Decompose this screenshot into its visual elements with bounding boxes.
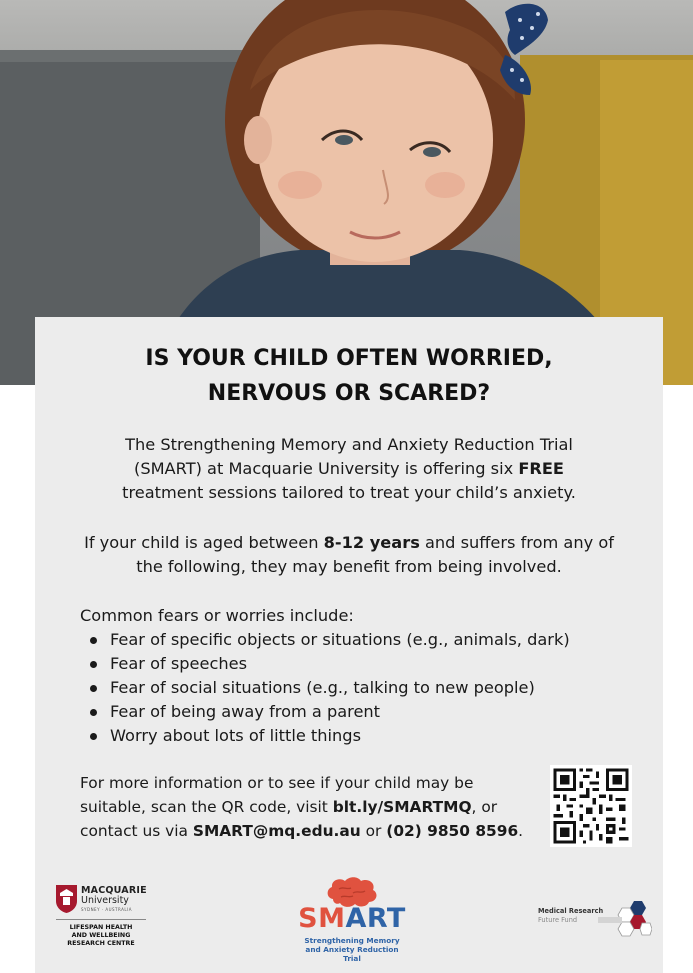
intro-line-2 [65, 457, 633, 481]
centre-line-1: LIFESPAN HEALTH [69, 924, 133, 931]
list-item: Fear of specific objects or situations (e.g., animals, dark) [80, 628, 640, 652]
headline [35, 341, 663, 411]
contact-line-3-end: . [518, 822, 524, 840]
free-emphasis: FREE [518, 459, 564, 478]
intro-paragraph [65, 433, 633, 505]
contact-line-3 [80, 819, 540, 843]
list-item: Fear of being away from a parent [80, 700, 640, 724]
eligibility-post: and suffers from any of [419, 533, 614, 552]
eligibility-pre: If your child is aged between [84, 533, 324, 552]
list-item: Fear of speeches [80, 652, 640, 676]
contact-paragraph [80, 771, 540, 843]
macquarie-logo [56, 885, 151, 955]
intro-line-1: The Strengthening Memory and Anxiety Reduction Trial [125, 435, 573, 454]
smart-logo [297, 877, 407, 963]
contact-line-1: For more information or to see if your child may be [80, 774, 474, 792]
website-link[interactable]: blt.ly/SMARTMQ [332, 798, 472, 816]
phone-number[interactable]: (02) 9850 8596 [386, 822, 519, 840]
smart-wordmark-sm: SM [298, 903, 346, 934]
fears-section [80, 604, 640, 748]
centre-line-3: RESEARCH CENTRE [67, 940, 135, 947]
info-card [35, 317, 663, 973]
macquarie-sub: University [81, 895, 129, 906]
contact-line-3-text: contact us via [80, 822, 193, 840]
fears-list [80, 628, 640, 748]
research-centre-name [56, 924, 146, 948]
eligibility-line-1 [65, 531, 633, 555]
intro-line-3: treatment sessions tailored to treat your child’s anxiety. [122, 483, 576, 502]
list-item: Fear of social situations (e.g., talking to new people) [80, 676, 640, 700]
smart-wordmark-art: ART [345, 903, 406, 934]
eligibility-paragraph [65, 531, 633, 579]
contact-line-3-mid: or [360, 822, 387, 840]
age-range: 8-12 years [323, 533, 420, 552]
headline-line-1: IS YOUR CHILD OFTEN WORRIED, [145, 346, 553, 371]
fears-heading: Common fears or worries include: [80, 606, 354, 625]
macquarie-tagline: SYDNEY · AUSTRALIA [81, 907, 132, 912]
hexagon-icon [598, 901, 652, 937]
contact-line-2-end: , or [471, 798, 498, 816]
smart-tagline [297, 936, 407, 963]
email-link[interactable]: SMART@mq.edu.au [192, 822, 361, 840]
list-item: Worry about lots of little things [80, 724, 640, 748]
macquarie-name: MACQUARIE [81, 885, 147, 896]
mrff-logo [538, 901, 653, 941]
headline-line-2: NERVOUS OR SCARED? [207, 381, 491, 406]
smart-tagline-1: Strengthening Memory [304, 936, 400, 945]
eligibility-line-2: the following, they may benefit from being involved. [136, 557, 562, 576]
macquarie-divider [56, 919, 146, 920]
qr-code[interactable] [550, 765, 632, 847]
contact-line-2-text: suitable, scan the QR code, visit [80, 798, 333, 816]
macquarie-shield-icon [56, 885, 77, 913]
mrff-line-2: Future Fund [538, 916, 578, 924]
smart-wordmark [297, 904, 407, 934]
mrff-line-1: Medical Research [538, 907, 604, 915]
centre-line-2: AND WELLBEING [71, 932, 131, 939]
smart-tagline-2: and Anxiety Reduction Trial [305, 945, 399, 963]
contact-line-2 [80, 795, 540, 819]
intro-line-2-text: (SMART) at Macquarie University is offering six [134, 459, 519, 478]
